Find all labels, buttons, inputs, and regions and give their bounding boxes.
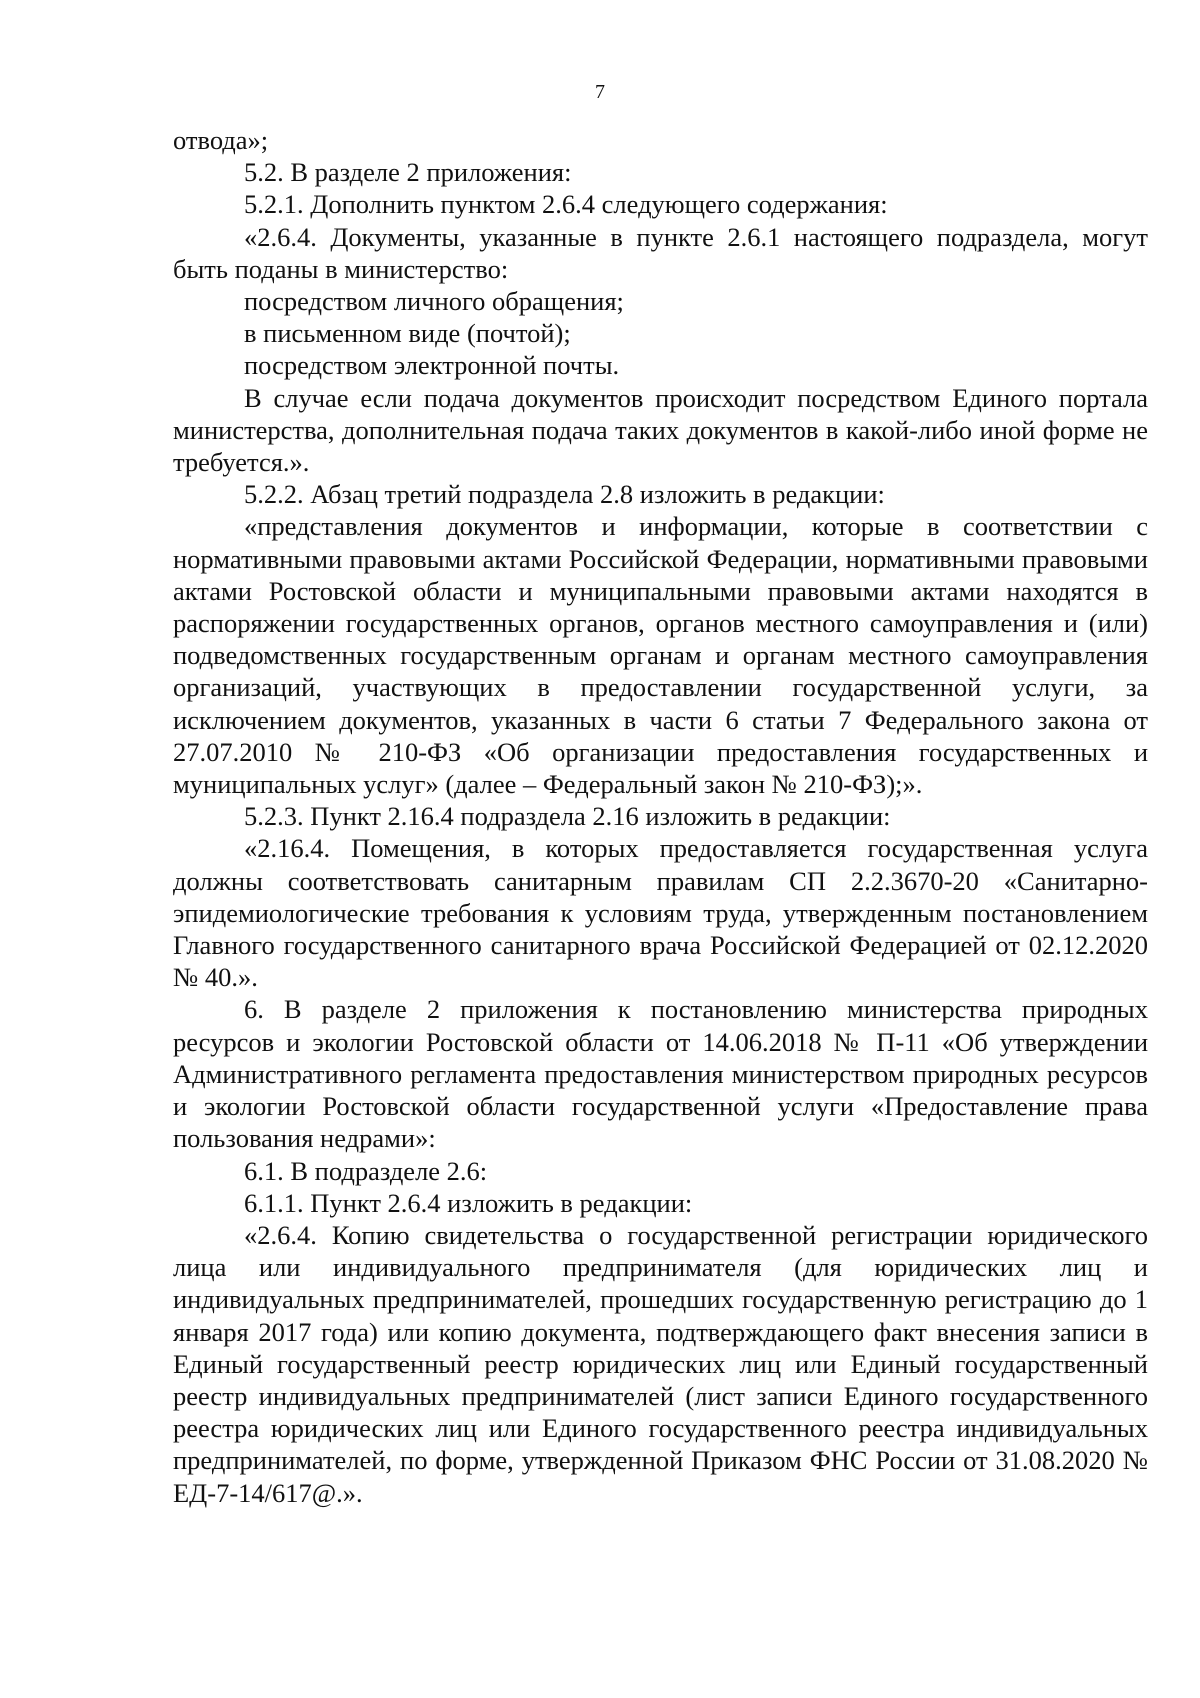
paragraph: «2.6.4. Копию свидетельства о государственной регистрации юридического лица или индивидуального предпринимателя (для юридических лиц и индивидуальных предпринимателей, прошедших государственную регистрацию до 1 января 2017 года) или копию документа, подтверждающего факт внесения записи в Единый государственный реестр юридических лиц или Единый государственный реестр индивидуальных предпринимателей (лист записи Единого государственного реестра юридических лиц или Единого государственного реестра индивидуальных предпринимателей, по форме, утвержденной Приказом ФНС России от 31.08.2020 № ЕД-7-14/617@.». (173, 1219, 1148, 1508)
paragraph: «2.16.4. Помещения, в которых предоставляется государственная услуга должны соответствовать санитарным правилам СП 2.2.3670-20 «Санитарно-эпидемиологические требования к условиям труда, утвержденным постановлением Главного государственного санитарного врача Российской Федерацией от 02.12.2020 № 40.». (173, 833, 1148, 993)
paragraph: 5.2.2. Абзац третий подраздела 2.8 изложить в редакции: (244, 479, 885, 510)
document-body (173, 124, 1148, 1509)
paragraph: 5.2.1. Дополнить пунктом 2.6.4 следующего содержания: (244, 189, 888, 220)
paragraph: 5.2. В разделе 2 приложения: (244, 157, 572, 188)
paragraph: посредством электронной почты. (244, 350, 620, 381)
paragraph: «2.6.4. Документы, указанные в пункте 2.6.1 настоящего подраздела, могут быть поданы в министерство: (173, 221, 1148, 284)
paragraph: отвода»; (173, 125, 269, 155)
paragraph: 6.1.1. Пункт 2.6.4 изложить в редакции: (244, 1187, 693, 1218)
paragraph: 6.1. В подразделе 2.6: (244, 1155, 488, 1186)
page-number: 7 (595, 81, 605, 103)
paragraph: посредством личного обращения; (244, 286, 624, 317)
paragraph: в письменном виде (почтой); (244, 318, 571, 349)
paragraph: «представления документов и информации, которые в соответствии с нормативными правовыми актами Российской Федерации, нормативными правовыми актами Ростовской области и муниципальными правовыми актами находятся в распоряжении государственных органов, органов местного самоуправления и (или) подведомственных государственным органам и органам местного самоуправления организаций, участвующих в предоставлении государственной услуги, за исключением документов, указанных в части 6 статьи 7 Федерального закона от 27.07.2010 № 210-ФЗ «Об организации предоставления государственных и муниципальных услуг» (далее – Федеральный закон № 210-ФЗ);». (173, 511, 1148, 800)
paragraph: 5.2.3. Пункт 2.16.4 подраздела 2.16 изложить в редакции: (244, 801, 891, 832)
paragraph: 6. В разделе 2 приложения к постановлению министерства природных ресурсов и экологии Ростовской области от 14.06.2018 № П-11 «Об утверждении Административного регламента предоставления министерством природных ресурсов и экологии Ростовской области государственной услуги «Предоставление права пользования недрами»: (173, 994, 1148, 1154)
paragraph: В случае если подача документов происходит посредством Единого портала министерства, дополнительная подача таких документов в какой-либо иной форме не требуется.». (173, 382, 1148, 478)
